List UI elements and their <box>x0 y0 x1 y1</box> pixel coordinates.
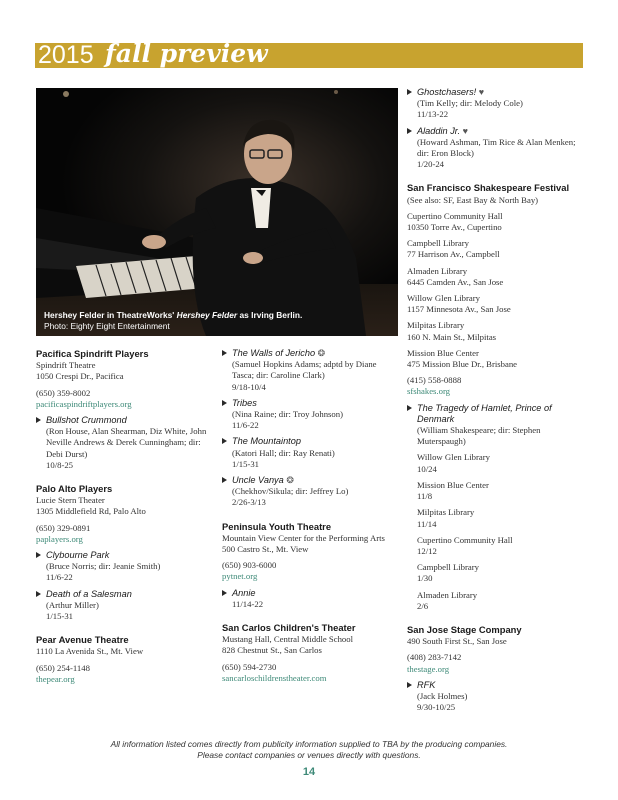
show-date: Almaden Library 2/6 <box>417 589 478 611</box>
show-listing <box>222 588 400 610</box>
show-details: (Samuel Hopkins Adams; adptd by Diane Tasca; dir: Caroline Clark) 9/18-10/4 <box>232 359 377 392</box>
show-listing <box>222 475 400 509</box>
photo-caption: Hershey Felder in TheatreWorks' Hershey Felder as Irving Berlin. Photo: Eighty Eight Entertainment <box>44 310 303 331</box>
show-listing <box>222 348 400 393</box>
company-sf-shakespeare <box>407 182 583 612</box>
disclaimer-footer <box>0 739 618 761</box>
website-link[interactable]: pacificaspindriftplayers.org <box>36 398 132 409</box>
company-name: Palo Alto Players <box>36 483 113 495</box>
venue-address: Mission Blue Center 475 Mission Blue Dr., Brisbane <box>407 347 518 370</box>
triangle-bullet-icon <box>36 552 41 558</box>
phone: (408) 283-7142 <box>407 652 462 663</box>
company-palo-alto-players <box>36 483 212 622</box>
show-listing <box>36 589 212 623</box>
company-name: San Francisco Shakespeare Festival <box>407 182 570 194</box>
show-date: Cupertino Community Hall 12/12 <box>417 534 513 556</box>
show-details: (Chekhov/Sikula; dir: Jeffrey Lo) 2/26-3/13 <box>232 486 349 508</box>
venue-address: Milpitas Library 160 N. Main St., Milpitas <box>407 320 497 342</box>
venue-address: Campbell Library 77 Harrison Av., Campbell <box>407 238 500 260</box>
triangle-bullet-icon <box>222 590 227 596</box>
show-title: Clybourne Park <box>46 550 110 561</box>
show-listing <box>222 398 400 432</box>
company-name: San Jose Stage Company <box>407 623 522 635</box>
banner-year: 2015 <box>38 41 94 69</box>
venue-address: Mountain View Center for the Performing Arts 500 Castro St., Mt. View <box>222 532 385 555</box>
venue-address: Willow Glen Library 1157 Minnesota Av., San Jose <box>407 293 511 315</box>
triangle-bullet-icon <box>407 682 412 688</box>
website-link[interactable]: sancarloschildrenstheater.com <box>222 672 327 683</box>
phone: (650) 329-0891 <box>36 522 91 533</box>
website-link[interactable]: sfshakes.org <box>407 386 451 397</box>
phone: (650) 903-6000 <box>222 560 277 571</box>
disclaimer-line-2: Please contact companies or venues directly with questions. <box>197 750 421 760</box>
company-san-jose-stage <box>407 624 583 713</box>
show-listing <box>407 126 583 171</box>
company-pear-avenue <box>36 634 212 685</box>
website-link[interactable]: paplayers.org <box>36 533 83 544</box>
triangle-bullet-icon <box>222 350 227 356</box>
triangle-bullet-icon <box>407 405 412 411</box>
show-title: Bullshot Crummond <box>46 415 127 426</box>
venue-address: Lucie Stern Theater 1305 Middlefield Rd, Palo Alto <box>36 495 146 517</box>
show-title: RFK <box>417 679 436 690</box>
show-listing <box>407 403 583 612</box>
venue-address: Mustang Hall, Central Middle School 828 Chestnut St., San Carlos <box>222 634 354 656</box>
company-pacifica-spindrift <box>36 348 212 471</box>
triangle-bullet-icon <box>222 438 227 444</box>
page-number: 14 <box>302 766 316 778</box>
website-link[interactable]: thestage.org <box>407 663 450 674</box>
company-name: Pear Avenue Theatre <box>36 634 129 646</box>
show-title: Ghostchasers! <box>417 87 477 97</box>
show-date: Willow Glen Library 10/24 <box>417 452 490 474</box>
feature-photo <box>36 88 398 336</box>
listing-column-3 <box>407 87 583 713</box>
show-title: Tribes <box>232 397 257 408</box>
company-name: Peninsula Youth Theatre <box>222 520 332 532</box>
show-date: Campbell Library 1/30 <box>417 562 480 584</box>
phone: (415) 558-0888 <box>407 375 462 386</box>
company-name: Pacifica Spindrift Players <box>36 348 149 359</box>
show-details: (Arthur Miller) 1/15-31 <box>46 599 99 622</box>
show-title: Death of a Salesman <box>46 588 132 599</box>
show-details: (Bruce Norris; dir: Jeanie Smith) 11/6-22 <box>46 561 161 583</box>
venue-address: Cupertino Community Hall 10350 Torre Av., Cupertino <box>407 210 503 233</box>
show-details: (Tim Kelly; dir: Melody Cole) 11/13-22 <box>417 98 523 120</box>
show-details: (Katori Hall; dir: Ray Renati) 1/15-31 <box>232 447 335 469</box>
heart-icon: ♥ <box>478 87 485 97</box>
show-title: The Mountaintop <box>232 436 301 447</box>
see-also-note: (See also: SF, East Bay & North Bay) <box>407 194 539 205</box>
website-link[interactable]: thepear.org <box>36 673 75 684</box>
disclaimer-line-1: All information listed comes directly from publicity information supplied to TBA by the producing companies. <box>110 739 508 749</box>
show-title: The Walls of Jericho <box>232 348 316 358</box>
show-date: Mission Blue Center 11/8 <box>417 479 489 502</box>
show-details: (Jack Holmes) 9/30-10/25 <box>417 690 468 713</box>
show-details: (Nina Raine; dir: Troy Johnson) 11/6-22 <box>232 409 344 431</box>
heart-icon: ♥ <box>462 125 468 136</box>
triangle-bullet-icon <box>36 591 41 597</box>
phone: (650) 359-8002 <box>36 387 91 398</box>
triangle-bullet-icon <box>36 417 41 423</box>
show-title: Annie <box>232 587 256 598</box>
show-details: (Howard Ashman, Tim Rice & Alan Menken; dir: Eron Block) 1/20-24 <box>417 136 576 170</box>
show-listing <box>407 87 583 121</box>
photo-credit: Photo: Eighty Eight Entertainment <box>44 321 170 331</box>
show-date: Milpitas Library 11/14 <box>417 507 475 529</box>
show-details: 11/14-22 <box>232 598 264 609</box>
listing-column-1 <box>36 348 212 685</box>
venue-address: Spindrift Theatre 1050 Crespi Dr., Pacifica <box>36 360 124 382</box>
triangle-bullet-icon <box>407 89 412 95</box>
company-name: San Carlos Children's Theater <box>222 622 356 634</box>
show-title: The Tragedy of Hamlet, Prince of Denmark <box>417 402 552 424</box>
show-listing <box>36 550 212 584</box>
section-banner <box>35 39 583 69</box>
triangle-bullet-icon <box>222 400 227 406</box>
venue-address: 1110 La Avenida St., Mt. View <box>36 646 144 657</box>
venue-address: Almaden Library 6445 Camden Av., San Jose <box>407 265 504 287</box>
company-san-carlos-childrens <box>222 622 400 684</box>
listing-column-2 <box>222 348 400 684</box>
show-details: (William Shakespeare; dir: Stephen Muterspaugh) <box>417 425 541 447</box>
show-details: (Ron House, Alan Shearman, Diz White, John Neville Andrews & Derek Cunningham; dir: Debi Durst) 10/8-25 <box>46 426 207 470</box>
phone: (650) 254-1148 <box>36 662 90 673</box>
show-listing <box>36 415 212 471</box>
company-peninsula-youth <box>222 521 400 610</box>
show-listing <box>222 436 400 470</box>
phone: (650) 594-2730 <box>222 661 277 672</box>
show-title: Uncle Vanya <box>232 475 284 486</box>
show-listing <box>407 680 583 714</box>
venue-address: 490 South First St., San Jose <box>407 636 507 647</box>
pianist-photo-illustration <box>36 88 398 336</box>
special-mark-icon: ❂ <box>286 475 294 486</box>
triangle-bullet-icon <box>407 128 412 134</box>
banner-title: fall preview <box>105 39 268 68</box>
website-link[interactable]: pytnet.org <box>222 571 258 582</box>
show-title: Aladdin Jr. <box>417 125 461 136</box>
special-mark-icon: ❂ <box>317 348 326 358</box>
triangle-bullet-icon <box>222 477 227 483</box>
